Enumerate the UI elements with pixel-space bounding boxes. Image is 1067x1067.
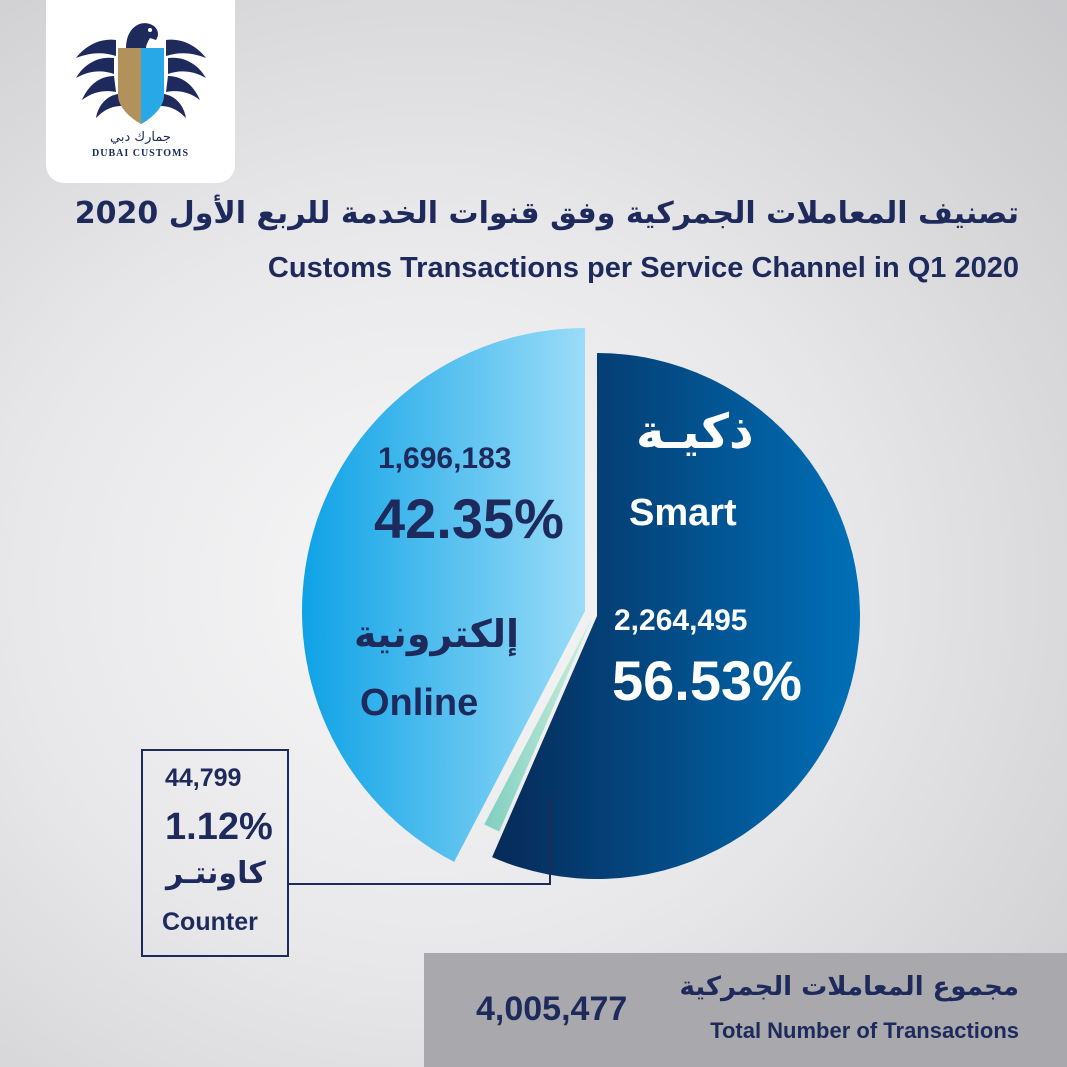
counter-label-english: Counter	[162, 908, 258, 936]
chart-title-arabic: تصنيف المعاملات الجمركية وفق قنوات الخدمة للربع الأول 2020	[74, 196, 1019, 231]
counter-count: 44,799	[165, 764, 242, 792]
online-label-arabic: إلكترونية	[354, 612, 519, 656]
brand-name-english: DUBAI CUSTOMS	[92, 148, 189, 159]
online-percent: 42.35%	[374, 487, 564, 550]
online-count: 1,696,183	[378, 442, 512, 475]
total-label-arabic: مجموع المعاملات الجمركية	[679, 972, 1019, 1002]
counter-percent: 1.12%	[165, 806, 273, 848]
online-label-english: Online	[360, 682, 479, 724]
smart-percent: 56.53%	[612, 649, 802, 712]
total-value: 4,005,477	[476, 990, 628, 1028]
smart-label-english: Smart	[629, 492, 737, 534]
smart-label-arabic: ذكيـة	[636, 404, 754, 460]
counter-label-arabic: كاونتـر	[166, 856, 266, 891]
smart-count: 2,264,495	[614, 604, 748, 637]
total-label-english: Total Number of Transactions	[710, 1018, 1019, 1043]
chart-title-english: Customs Transactions per Service Channel in Q1 2020	[267, 252, 1019, 284]
brand-name-arabic: جمارك دبي	[110, 130, 171, 145]
